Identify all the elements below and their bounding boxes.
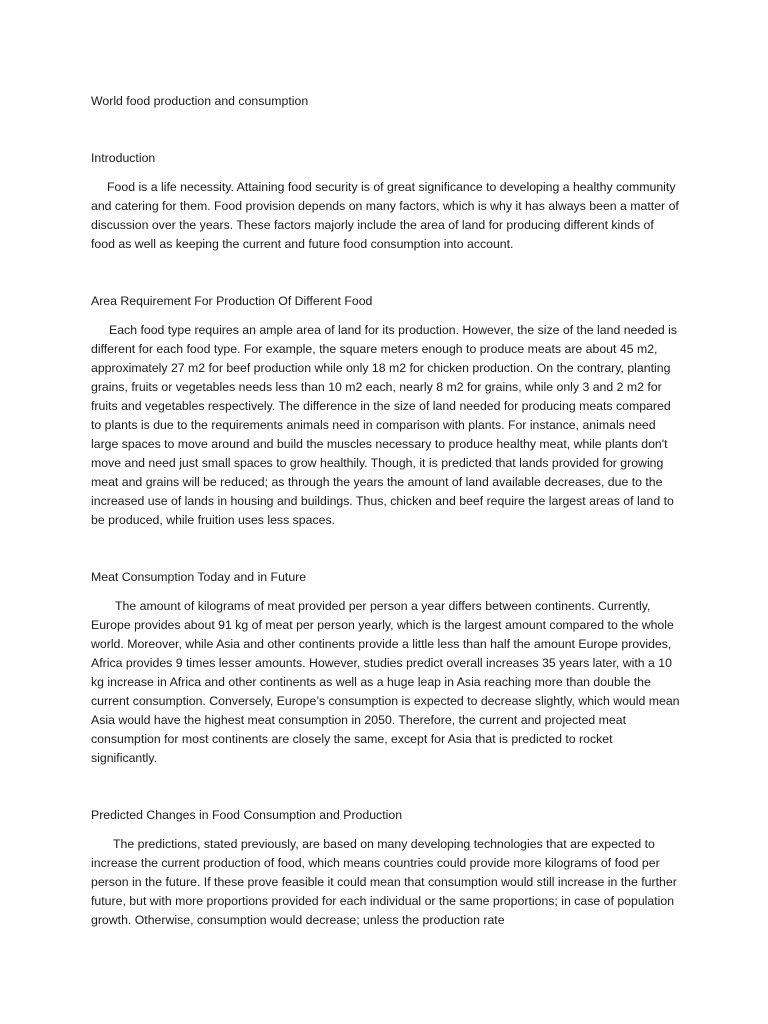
document-title: World food production and consumption xyxy=(91,94,309,108)
section-text-introduction: Food is a life necessity. Attaining food security is of great significance to developing a healthy community and catering for them. Food provision depends on many factors, which is why it has always been a matter of discussion over the years. These factors majorly include the area of land for producing different kinds of food as well as keeping the current and future food consumption into account. xyxy=(91,180,679,251)
section-heading-area-requirement: Area Requirement For Production Of Different Food xyxy=(91,294,373,308)
section-body-area-requirement xyxy=(91,321,681,530)
section-body-predicted-changes xyxy=(91,835,681,930)
section-body-introduction xyxy=(91,178,681,254)
section-heading-meat-consumption: Meat Consumption Today and in Future xyxy=(91,570,307,584)
section-text-predicted-changes: The predictions, stated previously, are based on many developing technologies that are expected to increase the current production of food, which means countries could provide more kilograms of food per person in the future. If these prove feasible it could mean that consumption would still increase in the further future, but with more proportions provided for each individual or the same proportions; in case of population growth. Otherwise, consumption would decrease; unless the production rate xyxy=(91,837,677,927)
section-heading-predicted-changes: Predicted Changes in Food Consumption and Production xyxy=(91,808,403,822)
section-body-meat-consumption xyxy=(91,597,681,768)
document-page xyxy=(91,92,681,930)
section-text-meat-consumption: The amount of kilograms of meat provided per person a year differs between continents. Currently, Europe provides about 91 kg of meat per person yearly, which is the largest amount compared to the whole world. Moreover, while Asia and other continents provide a little less than half the amount Europe provides, Africa provides 9 times lesser amounts. However, studies predict overall increases 35 years later, with a 10 kg increase in Africa and other continents as well as a huge leap in Asia reaching more than double the current consumption. Conversely, Europe’s consumption is expected to decrease slightly, which would mean Asia would have the highest meat consumption in 2050. Therefore, the current and projected meat consumption for most continents are closely the same, except for Asia that is predicted to rocket significantly. xyxy=(91,599,680,765)
section-text-area-requirement: Each food type requires an ample area of land for its production. However, the size of the land needed is different for each food type. For example, the square meters enough to produce meats are about 45 m2, approximately 27 m2 for beef production while only 18 m2 for chicken production. On the contrary, planting grains, fruits or vegetables needs less than 10 m2 each, nearly 8 m2 for grains, while only 3 and 2 m2 for fruits and vegetables respectively. The difference in the size of land needed for producing meats compared to plants is due to the requirements animals need in comparison with plants. For instance, animals need large spaces to move around and build the muscles necessary to produce healthy meat, while plants don't move and need just small spaces to grow healthily. Though, it is predicted that lands provided for growing meat and grains will be reduced; as through the years the amount of land available decreases, due to the increased use of lands in housing and buildings. Thus, chicken and beef require the largest areas of land to be produced, while fruition uses less spaces. xyxy=(91,323,678,527)
section-heading-introduction: Introduction xyxy=(91,151,156,165)
